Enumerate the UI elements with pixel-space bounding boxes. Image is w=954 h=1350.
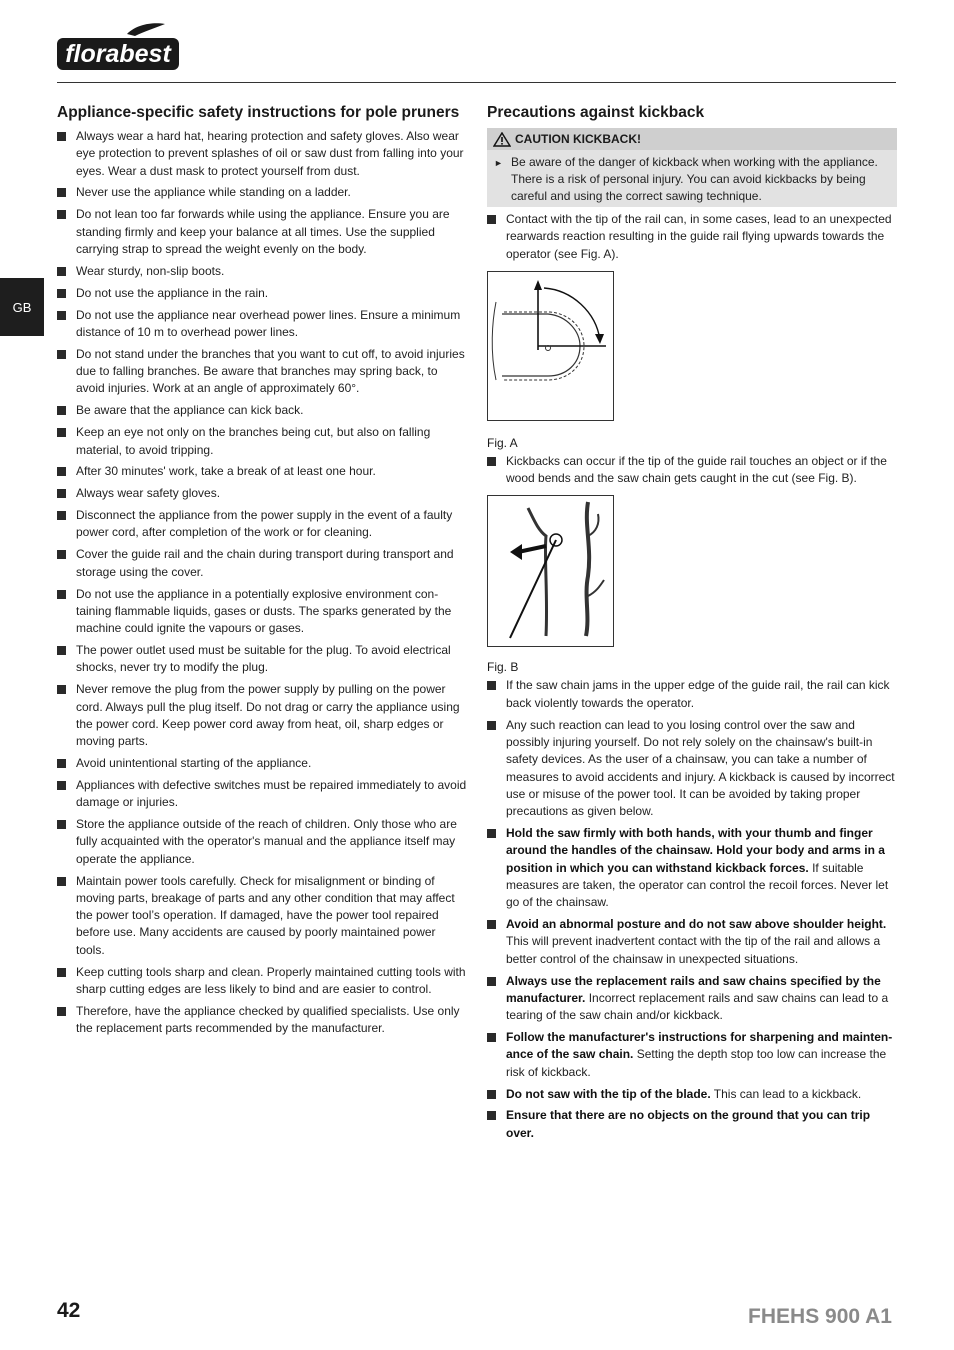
list-item-text: Never remove the plug from the power supply by pulling on the power cord. Always pull the plug itself. Do not drag or carry the appliance using the power cord. Keep power cord away from heat, oil, sharp edges or moving parts. bbox=[76, 682, 460, 749]
list-item-text: After 30 minutes' work, take a break of at least one hour. bbox=[76, 464, 376, 479]
list-item-text: Kickbacks can occur if the tip of the guide rail touches an object or if the wood bends and the saw chain gets caught in the cut (see Fig. B). bbox=[506, 453, 887, 486]
list-item-text: This can lead to a kickback. bbox=[710, 1086, 862, 1101]
list-item bbox=[487, 973, 897, 1025]
list-item bbox=[57, 546, 467, 581]
bullet-square-icon bbox=[487, 1090, 496, 1099]
list-item-text: If the saw chain jams in the upper edge of the guide rail, the rail can kick back violently towards the operator. bbox=[506, 678, 890, 710]
figure-a-label: Fig. A bbox=[487, 435, 518, 450]
list-item bbox=[57, 346, 467, 398]
list-item-text: Incorrect replacement rails and saw chains can lead to a tearing of the saw chain and/or kickback. bbox=[506, 990, 889, 1023]
bullet-square-icon bbox=[57, 968, 66, 977]
list-item-text: Do not use the appliance near overhead power lines. Ensure a minimum distance of 10 m to overhead power lines. bbox=[76, 307, 461, 339]
list-item bbox=[57, 964, 467, 999]
bullet-square-icon bbox=[57, 646, 66, 655]
bullet-square-icon bbox=[487, 1111, 496, 1120]
list-item bbox=[57, 402, 467, 419]
bullet-square-icon bbox=[57, 311, 66, 320]
list-item-text: Disconnect the appliance from the power supply in the event of a faulty power cord, after completion of the work or for cleaning. bbox=[76, 508, 453, 540]
bullet-square-icon bbox=[487, 215, 496, 224]
list-item bbox=[487, 717, 897, 821]
page-number: 42 bbox=[57, 1299, 81, 1322]
kickback-list-3 bbox=[487, 677, 897, 1142]
list-item bbox=[57, 463, 467, 480]
list-item-bold-text: Hold the saw firmly with both hands, with your thumb and finger around the handles of the chainsaw. Hold your body and arms in a position in which you can withstand kickback forces. bbox=[506, 826, 885, 875]
list-item bbox=[57, 755, 467, 772]
bullet-square-icon bbox=[487, 1033, 496, 1042]
bullet-square-icon bbox=[57, 350, 66, 359]
list-item bbox=[57, 184, 467, 201]
caution-body bbox=[487, 150, 897, 207]
arrow-right-icon: ► bbox=[494, 158, 503, 168]
caution-box bbox=[487, 128, 897, 207]
bullet-square-icon bbox=[57, 1007, 66, 1016]
right-column bbox=[487, 102, 897, 1147]
list-item-bold-text: Follow the manufacturer's instructions for sharpening and mainten-ance of the saw chain. bbox=[506, 1030, 893, 1062]
bullet-square-icon bbox=[487, 829, 496, 838]
list-item-text: Do not stand under the branches that you want to cut off, to avoid injuries due to falling branches. Be aware that branches may spring back, to avoid injuries. Work at an angle of approximately 60°. bbox=[76, 346, 465, 396]
caution-text: Be aware of the danger of kickback when working with the appliance. There is a risk of personal injury. You can avoid kickbacks by being careful and using the correct sawing technique. bbox=[511, 155, 878, 203]
bullet-square-icon bbox=[57, 685, 66, 694]
list-item-text: Avoid unintentional starting of the appliance. bbox=[76, 756, 312, 770]
list-item bbox=[57, 816, 467, 868]
model-name: FHEHS 900 A1 bbox=[748, 1305, 892, 1328]
figure-b-label: Fig. B bbox=[487, 660, 519, 675]
section-heading-kickback: Precautions against kickback bbox=[487, 104, 705, 121]
list-item-text: Store the appliance outside of the reach of children. Only those who are fully acquainted with the operator's manual and the appliance itself may operate the appliance. bbox=[76, 817, 457, 866]
list-item bbox=[487, 453, 897, 488]
bullet-square-icon bbox=[57, 759, 66, 768]
list-item bbox=[57, 642, 467, 677]
bullet-square-icon bbox=[57, 590, 66, 599]
language-tab: GB bbox=[0, 278, 44, 336]
list-item-text: Appliances with defective switches must be repaired immediately to avoid damage or injuries. bbox=[76, 777, 467, 810]
caution-header bbox=[487, 128, 897, 150]
list-item bbox=[487, 825, 897, 911]
bullet-square-icon bbox=[57, 467, 66, 476]
list-item-text: Contact with the tip of the rail can, in some cases, lead to an unexpected rearwards reaction resulting in the guide rail flying upwards towards the operator (see Fig. A). bbox=[506, 212, 892, 261]
bullet-square-icon bbox=[487, 457, 496, 466]
list-item-text: Wear sturdy, non-slip boots. bbox=[76, 263, 225, 278]
safety-list bbox=[57, 128, 467, 1037]
bullet-square-icon bbox=[487, 977, 496, 986]
list-item bbox=[57, 263, 467, 280]
list-item bbox=[57, 681, 467, 750]
list-item-text: Setting the depth stop too low can increase the risk of kickback. bbox=[506, 1047, 887, 1079]
list-item bbox=[57, 285, 467, 302]
list-item-text: This will prevent inadvertent contact with the tip of the rail and allows a better control of the chainsaw in unexpected situations. bbox=[506, 934, 881, 966]
list-item bbox=[57, 307, 467, 342]
list-item-text: Keep an eye not only on the branches being cut, but also on falling material, to avoid tripping. bbox=[76, 425, 431, 457]
bullet-square-icon bbox=[57, 550, 66, 559]
list-item-text: Any such reaction can lead to you losing control over the saw and possibly injuring yourself. Do not rely solely on the chainsaw's built-in safety devices. As the user of a chainsaw, you can take a number of measures to avoid accidents and injury. A kickback is caused by incorrect use or misuse of the power tool. It can be avoided by taking proper precautions as given below. bbox=[506, 717, 895, 819]
list-item bbox=[57, 206, 467, 258]
list-item bbox=[57, 1003, 467, 1038]
logo-text: florabest bbox=[65, 40, 171, 68]
list-item-bold-text: Ensure that there are no objects on the ground that you can trip over. bbox=[506, 1108, 871, 1140]
warning-triangle-icon bbox=[493, 132, 511, 147]
list-item-bold-text: Do not saw with the tip of the blade. bbox=[506, 1086, 711, 1101]
list-item bbox=[487, 677, 897, 712]
list-item bbox=[57, 777, 467, 812]
bullet-square-icon bbox=[57, 267, 66, 276]
bullet-square-icon bbox=[487, 920, 496, 929]
left-column bbox=[57, 102, 467, 1042]
list-item bbox=[57, 424, 467, 459]
list-item bbox=[57, 128, 467, 180]
list-item-text: Do not use the appliance in a potentially explosive environment con-taining flammable liquids, gases or dusts. The sparks generated by the machine could ignite the vapours or gases. bbox=[76, 586, 452, 636]
bullet-square-icon bbox=[487, 681, 496, 690]
list-item-text: Always wear safety gloves. bbox=[76, 486, 221, 501]
list-item bbox=[57, 485, 467, 502]
section-heading-pole-pruners: Appliance-specific safety instructions for pole pruners bbox=[57, 104, 460, 121]
kickback-list-2 bbox=[487, 453, 897, 488]
list-item-text: Do not use the appliance in the rain. bbox=[76, 285, 269, 300]
figure-a-kickback-zone bbox=[487, 271, 614, 421]
list-item bbox=[57, 873, 467, 959]
bullet-square-icon bbox=[57, 132, 66, 141]
list-item bbox=[487, 1107, 897, 1142]
list-item bbox=[487, 1029, 897, 1081]
caution-title: CAUTION KICKBACK! bbox=[515, 132, 641, 146]
bullet-square-icon bbox=[57, 289, 66, 298]
list-item-text: Keep cutting tools sharp and clean. Properly maintained cutting tools with sharp cutting edges are less likely to bind and are easier to control. bbox=[76, 964, 466, 996]
list-item-text: If suitable measures are taken, the operator can control the recoil forces. Never let go of the chainsaw. bbox=[506, 860, 889, 910]
bullet-square-icon bbox=[487, 721, 496, 730]
list-item-text: The power outlet used must be suitable for the plug. To avoid electrical shocks, never try to modify the plug. bbox=[76, 643, 451, 675]
list-item-text: Never use the appliance while standing on a ladder. bbox=[76, 185, 351, 200]
list-item-bold-text: Avoid an abnormal posture and do not saw above shoulder height. bbox=[506, 917, 887, 932]
list-item-text: Cover the guide rail and the chain during transport during transport and storage using the cover. bbox=[76, 547, 454, 579]
florabest-logo bbox=[57, 22, 179, 70]
list-item-text: Always wear a hard hat, hearing protection and safety gloves. Also wear eye protection to prevent splashes of oil or saw dust from falling into your eyes. Wear a dust mask to protect yourself from dust. bbox=[76, 129, 464, 178]
bullet-square-icon bbox=[57, 877, 66, 886]
bullet-square-icon bbox=[57, 188, 66, 197]
list-item bbox=[487, 916, 897, 968]
figure-b-pole-saw bbox=[487, 495, 614, 647]
list-item-text: Do not lean too far forwards while using the appliance. Ensure you are standing firmly and keep your balance at all times. Use the supplied carrying strap to spread the weight evenly on the body. bbox=[76, 207, 450, 256]
bullet-square-icon bbox=[57, 428, 66, 437]
list-item-text: Therefore, have the appliance checked by qualified specialists. Use only the replacement parts recommended by the manufacturer. bbox=[76, 1003, 460, 1036]
list-item bbox=[487, 211, 897, 263]
bullet-square-icon bbox=[57, 781, 66, 790]
header-rule bbox=[57, 82, 896, 83]
bullet-square-icon bbox=[57, 820, 66, 829]
bullet-square-icon bbox=[57, 406, 66, 415]
bullet-square-icon bbox=[57, 489, 66, 498]
bullet-square-icon bbox=[57, 210, 66, 219]
list-item bbox=[487, 1086, 897, 1103]
list-item-text: Be aware that the appliance can kick back. bbox=[76, 403, 304, 418]
list-item-text: Maintain power tools carefully. Check for misalignment or binding of moving parts, breakage of parts and any other condition that may affect the power tool’s operation. If damaged, have the power tool repaired before use. Many accidents are caused by poorly maintained power tools. bbox=[76, 873, 455, 957]
kickback-list-1 bbox=[487, 211, 897, 263]
list-item bbox=[57, 507, 467, 542]
list-item-bold-text: Always use the replacement rails and saw chains specified by the manufacturer. bbox=[506, 973, 881, 1005]
bullet-square-icon bbox=[57, 511, 66, 520]
list-item bbox=[57, 586, 467, 638]
